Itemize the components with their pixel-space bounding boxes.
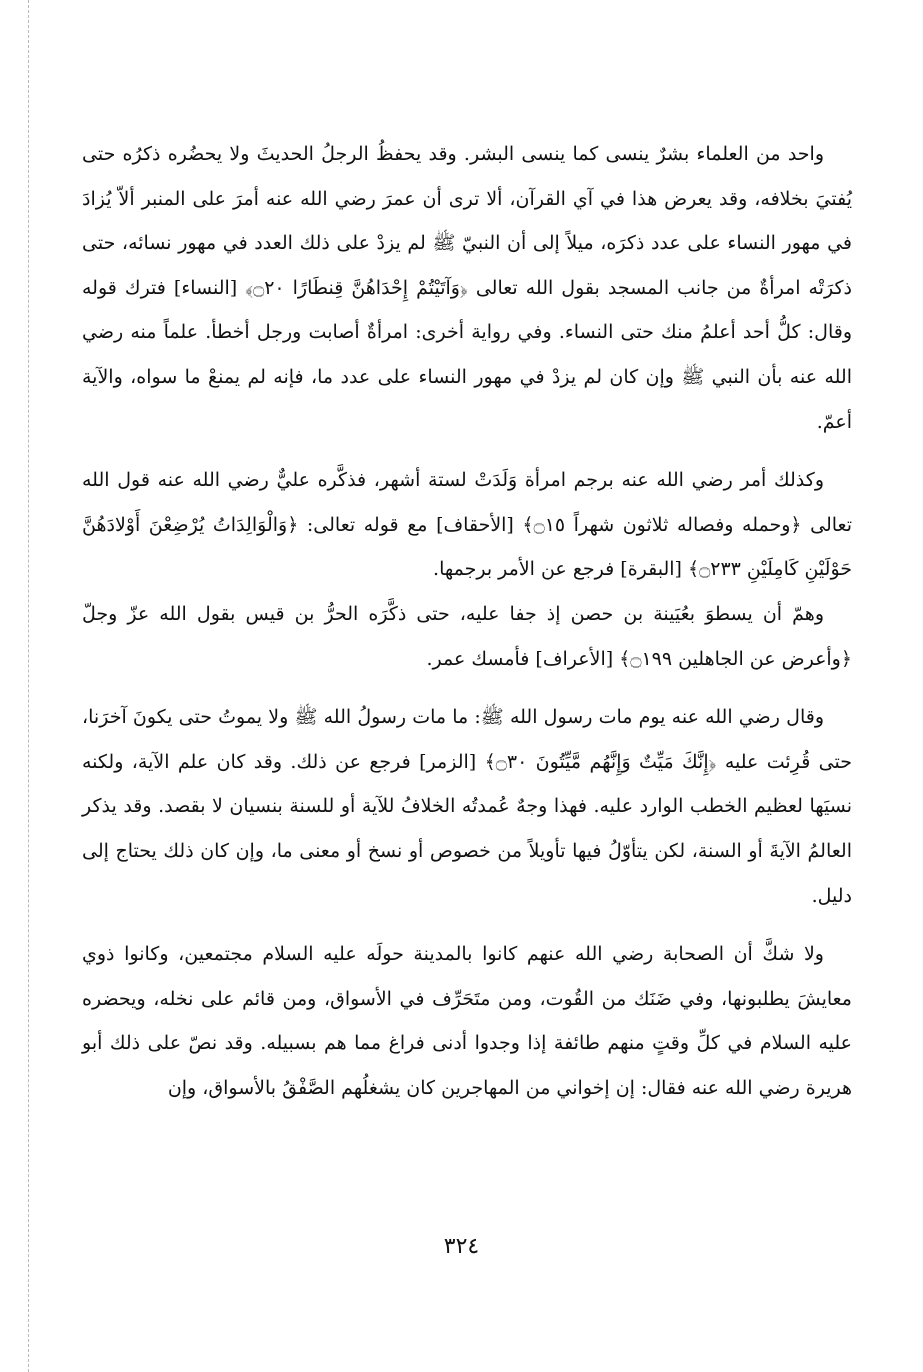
paragraph-2: وكذلك أمر رضي الله عنه برجم امرأة وَلَدَتْ لستة أشهر، فذكَّره عليٌّ رضي الله عنه قول الله تعالى ﴿وحمله وفصاله ثلاثون شهراً ۝١٥﴾ [الأحقاف] مع قوله تعالى: ﴿وَالْوَالِدَاتُ يُرْضِعْنَ أَوْلادَهُنَّ حَوْلَيْنِ كَامِلَيْنِ ۝٢٣٣﴾ [البقرة] فرجع عن الأمر برجمها. bbox=[82, 469, 852, 581]
paragraph-3: وهمّ أن يسطوَ بعُيَينة بن حصن إذ جفا عليه، حتى ذكَّرَه الحرُّ بن قيس بقول الله عزّ وجلّ ﴿وأعرض عن الجاهلين ۝١٩٩﴾ [الأعراف] فأمسك عمر. bbox=[82, 602, 852, 670]
page-number: ٣٢٤ bbox=[443, 1234, 480, 1259]
body-text bbox=[82, 132, 852, 1110]
scan-fold-line bbox=[28, 0, 29, 1372]
paragraph-5: ولا شكَّ أن الصحابة رضي الله عنهم كانوا بالمدينة حولَه عليه السلام مجتمعين، وكانوا ذوي معايشَ يطلبونها، وفي ضَنَك من القُوت، ومن متَحَرِّف في الأسواق، ومن قائم على نخله، ويحضره عليه السلام في كلِّ وقتٍ منهم طائفة إذا وجدوا أدنى فراغ مما هم بسبيله. وقد نصّ على ذلك أبو هريرة رضي الله عنه فقال: إن إخواني من المهاجرين كان يشغلُهم الصَّفْقُ بالأسواق، وإن bbox=[82, 943, 852, 1099]
paragraph-4: وقال رضي الله عنه يوم مات رسول الله ﷺ: ما مات رسولُ الله ﷺ ولا يموتُ حتى يكونَ آخرَنا، حتى قُرِئت عليه ﴿إِنَّكَ مَيِّتٌ وَإِنَّهُم مَّيِّتُونَ ۝٣٠﴾ [الزمر] فرجع عن ذلك. وقد كان علم الآية، ولكنه نسيَها لعظيم الخطب الوارد عليه. فهذا وجهٌ عُمدتُه الخلافُ للآية أو للسنة بنسيان لا بقصد. وقد يذكر العالمُ الآيةَ أو السنة، لكن يتأوّلُ فيها تأويلاً من خصوص أو نسخ أو معنى ما، وإن كان ذلك يحتاج إلى دليل. bbox=[82, 706, 852, 907]
paragraph-1: واحد من العلماء بشرٌ ينسى كما ينسى البشر. وقد يحفظُ الرجلُ الحديثَ ولا يحضُره ذكرُه حتى يُفتيَ بخلافه، وقد يعرض هذا في آي القرآن، ألا ترى أن عمرَ رضي الله عنه أمرَ على المنبر ألاّ يُزادَ في مهور النساء على عدد ذكرَه، ميلاً إلى أن النبيّ ﷺ لم يزدْ على ذلك العدد في مهور نسائه، حتى ذكرَتْه امرأةٌ من جانب المسجد بقول الله تعالى ﴿وَآتَيْتُمْ إِحْدَاهُنَّ قِنطَارًا ۝٢٠﴾ [النساء] فترك قوله وقال: كلُّ أحد أعلمُ منك حتى النساء. وفي رواية أخرى: امرأةٌ أصابت ورجل أخطأ. علماً منه رضي الله عنه بأن النبي ﷺ وإن كان لم يزدْ في مهور النساء على عدد ما، فإنه لم يمنعْ ما سواه، والآية أعمّ. bbox=[82, 143, 853, 433]
